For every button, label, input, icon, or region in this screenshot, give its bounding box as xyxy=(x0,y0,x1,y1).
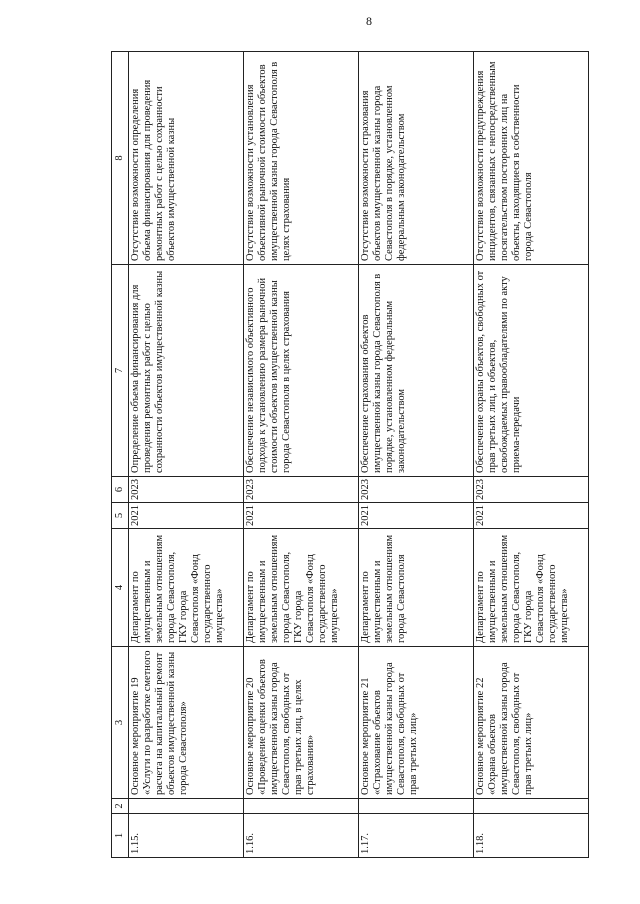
end-year-cell: 2023 xyxy=(359,477,474,503)
start-year-cell: 2021 xyxy=(244,503,359,529)
activity-cell: Основное мероприятие 21 «Страхование объектов имущественной казны города Севастополя, свободных от прав третьих лиц» xyxy=(359,647,474,799)
consequence-cell: Отсутствие возможности предупреждения инцидентов, связанных с непосредственным посягательством посторонних лиц на объекты, находящиеся в собственности города Севастополя xyxy=(474,52,589,265)
end-year-cell: 2023 xyxy=(244,477,359,503)
consequence-cell: Отсутствие возможности установления объективной рыночной стоимости объектов имущественной казны города Севастополя в целях страхования xyxy=(244,52,359,265)
col-header-2: 2 xyxy=(112,799,129,814)
col-header-1: 1 xyxy=(112,814,129,858)
result-cell: Обеспечение охраны объектов, свободных от прав третьих лиц, и объектов, освобождаемых правообладателями по акту приема-передачи xyxy=(474,265,589,477)
end-year-cell: 2023 xyxy=(129,477,244,503)
result-cell: Обеспечение независимого объективного подхода к установлению размера рыночной стоимости объектов имущественной казны города Севастополя в целях страхования xyxy=(244,265,359,477)
col-header-8: 8 xyxy=(112,52,129,265)
row-col2 xyxy=(359,799,474,814)
result-cell: Обеспечение страхования объектов имущественной казны города Севастополя в порядке, установленном федеральным законодательством xyxy=(359,265,474,477)
col-header-5: 5 xyxy=(112,503,129,529)
start-year-cell: 2021 xyxy=(129,503,244,529)
col-header-4: 4 xyxy=(112,529,129,647)
col-header-3: 3 xyxy=(112,647,129,799)
executor-cell: Департамент по имущественным и земельным отношениям города Севастополя, ГКУ города Севастополя «Фонд государственного имущества» xyxy=(474,529,589,647)
row-number: 1.17. xyxy=(359,814,474,858)
table-row xyxy=(129,52,244,858)
activity-cell: Основное мероприятие 19 «Услуги по разработке сметного расчета на капитальный ремонт объектов имущественной казны города Севастополя» xyxy=(129,647,244,799)
executor-cell: Департамент по имущественным и земельным отношениям города Севастополя, ГКУ города Севастополя «Фонд государственного имущества» xyxy=(129,529,244,647)
table-row xyxy=(244,52,359,858)
header-row xyxy=(112,52,129,858)
executor-cell: Департамент по имущественным и земельным отношениям города Севастополя xyxy=(359,529,474,647)
start-year-cell: 2021 xyxy=(474,503,589,529)
table-row xyxy=(359,52,474,858)
rotated-table-container xyxy=(111,52,588,858)
row-col2 xyxy=(474,799,589,814)
measures-table xyxy=(111,51,589,858)
page-number: 8 xyxy=(366,14,372,28)
row-col2 xyxy=(129,799,244,814)
row-number: 1.18. xyxy=(474,814,589,858)
start-year-cell: 2021 xyxy=(359,503,474,529)
row-number: 1.16. xyxy=(244,814,359,858)
row-number: 1.15. xyxy=(129,814,244,858)
consequence-cell: Отсутствие возможности страхования объектов имущественной казны города Севастополя в порядке, установленном федеральным законодательством xyxy=(359,52,474,265)
end-year-cell: 2023 xyxy=(474,477,589,503)
row-col2 xyxy=(244,799,359,814)
activity-cell: Основное мероприятие 22 «Охрана объектов имущественной казны города Севастополя, свободных от прав третьих лиц» xyxy=(474,647,589,799)
consequence-cell: Отсутствие возможности определения объема финансирования для проведения ремонтных работ с целью сохранности объектов имущественной казны xyxy=(129,52,244,265)
col-header-6: 6 xyxy=(112,477,129,503)
activity-cell: Основное мероприятие 20 «Проведение оценки объектов имущественной казны города Севастополя, свободных от прав третьих лиц, в целях страхования» xyxy=(244,647,359,799)
col-header-7: 7 xyxy=(112,265,129,477)
executor-cell: Департамент по имущественным и земельным отношениям города Севастополя, ГКУ города Севастополя «Фонд государственного имущества» xyxy=(244,529,359,647)
result-cell: Определение объема финансирования для проведения ремонтных работ с целью сохранности объектов имущественной казны xyxy=(129,265,244,477)
table-row xyxy=(474,52,589,858)
